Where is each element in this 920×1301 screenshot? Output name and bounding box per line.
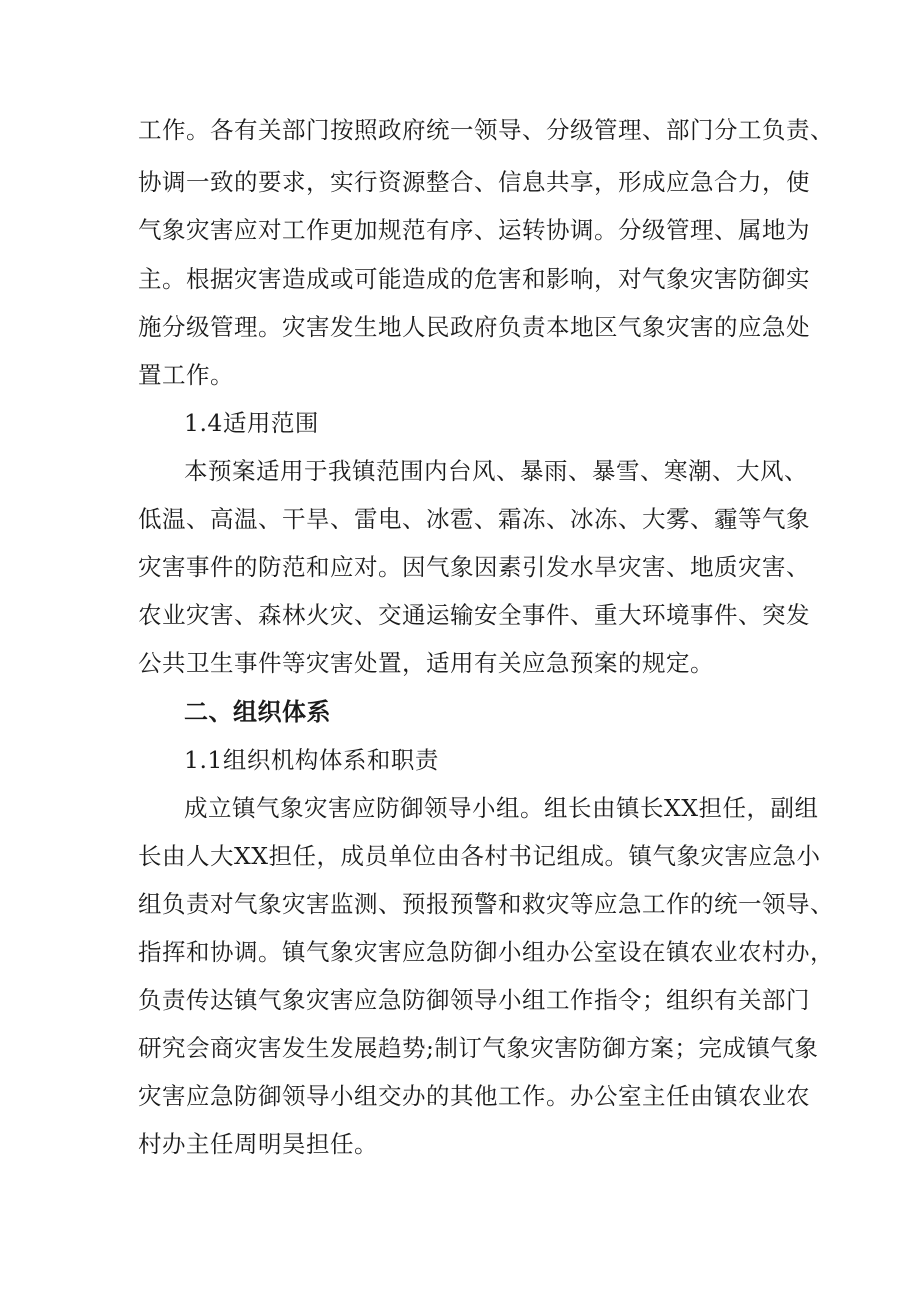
- paragraph-line: 村办主任周明昊担任。: [138, 1130, 378, 1158]
- paragraph-line: 协调一致的要求，实行资源整合、信息共享，形成应急合力，使: [138, 168, 810, 196]
- paragraph-line: 长由人大XX担任，成员单位由各村书记组成。镇气象灾害应急小: [138, 842, 821, 870]
- paragraph-line: 指挥和协调。镇气象灾害应急防御小组办公室设在镇农业农村办，: [138, 938, 834, 966]
- paragraph-line: 主。根据灾害造成或可能造成的危害和影响，对气象灾害防御实: [138, 265, 810, 293]
- paragraph-line: 灾害应急防御领导小组交办的其他工作。办公室主任由镇农业农: [138, 1082, 810, 1110]
- paragraph-line: 组负责对气象灾害监测、预报预警和救灾等应急工作的统一领导、: [138, 890, 834, 918]
- paragraph-line: 农业灾害、森林火灾、交通运输安全事件、重大环境事件、突发: [138, 601, 810, 629]
- paragraph-line: 置工作。: [138, 361, 234, 389]
- paragraph-line: 成立镇气象灾害应防御领导小组。组长由镇长XX担任，副组: [184, 794, 819, 822]
- paragraph-line: 本预案适用于我镇范围内台风、暴雨、暴雪、寒潮、大风、: [184, 457, 808, 485]
- paragraph-line: 灾害事件的防范和应对。因气象因素引发水旱灾害、地质灾害、: [138, 553, 810, 581]
- section-heading: 二、组织体系: [184, 698, 331, 726]
- paragraph-line: 气象灾害应对工作更加规范有序、运转协调。分级管理、属地为: [138, 216, 810, 244]
- paragraph-line: 研究会商灾害发生发展趋势;制订气象灾害防御方案；完成镇气象: [138, 1034, 819, 1062]
- paragraph-line: 低温、高温、干旱、雷电、冰雹、霜冻、冰冻、大雾、霾等气象: [138, 505, 810, 533]
- paragraph-line: 负责传达镇气象灾害应急防御领导小组工作指令；组织有关部门: [138, 986, 810, 1014]
- paragraph-line: 工作。各有关部门按照政府统一领导、分级管理、部门分工负责、: [138, 116, 834, 144]
- paragraph-line: 施分级管理。灾害发生地人民政府负责本地区气象灾害的应急处: [138, 313, 810, 341]
- paragraph-line: 公共卫生事件等灾害处置，适用有关应急预案的规定。: [138, 649, 714, 677]
- section-subheading: 1.1组织机构体系和职责: [184, 746, 439, 774]
- section-subheading: 1.4适用范围: [184, 409, 319, 437]
